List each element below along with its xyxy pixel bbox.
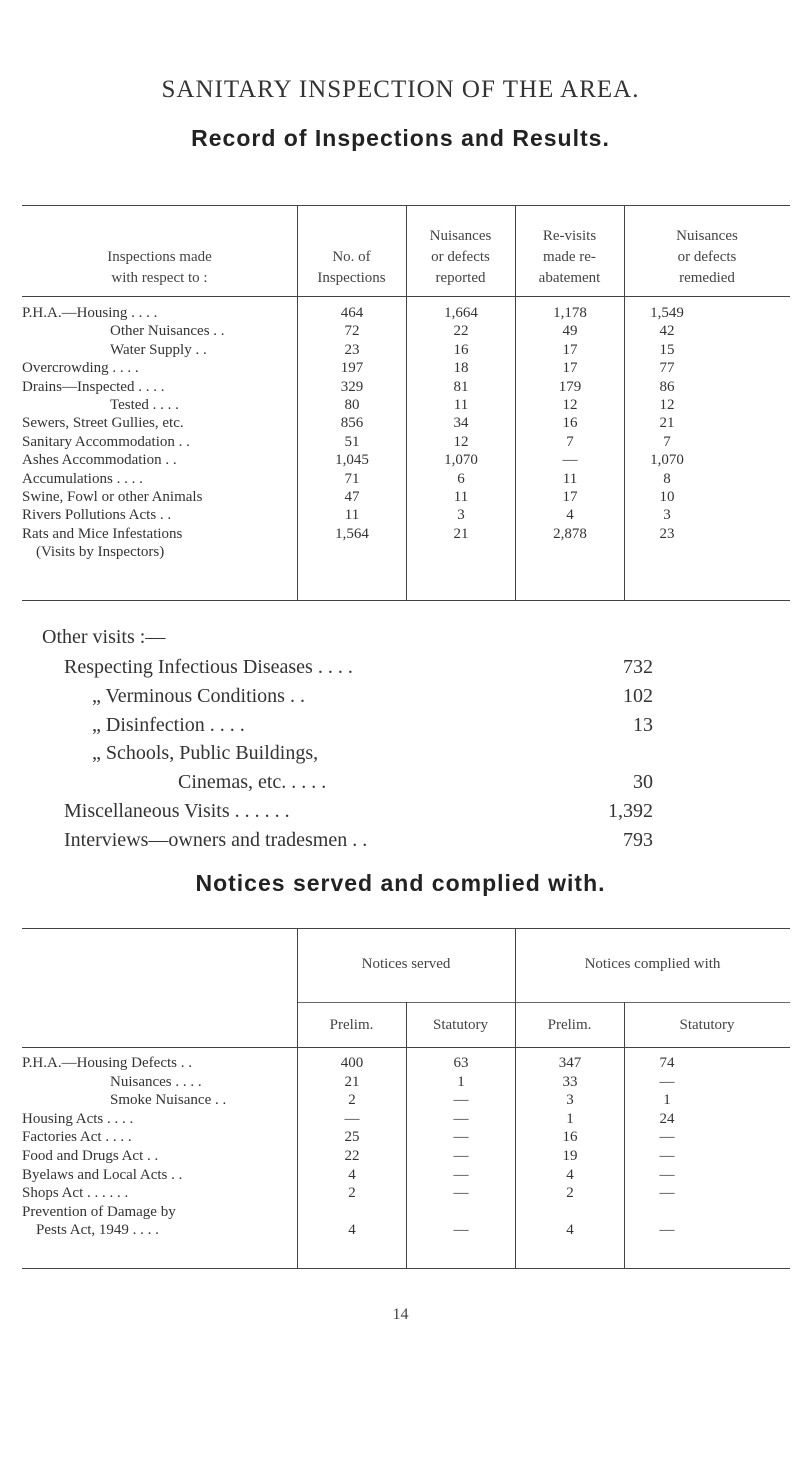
table-row bbox=[22, 396, 790, 414]
table1-header-col0: Inspections made with respect to : bbox=[107, 249, 212, 286]
cell-value: 1 bbox=[663, 1092, 671, 1109]
cell-value: 329 bbox=[340, 378, 364, 395]
cell-value: — bbox=[453, 1129, 469, 1146]
cell-value: 6 bbox=[457, 470, 465, 487]
table1-header-col1: No. of Inspections bbox=[317, 249, 386, 286]
cell-value: 12 bbox=[453, 433, 469, 450]
cell-value: 400 bbox=[340, 1055, 364, 1071]
visit-label: Respecting Infectious Diseases . . . . bbox=[64, 656, 353, 678]
cell-value: — bbox=[659, 1073, 675, 1090]
cell-value: 1,664 bbox=[444, 305, 478, 321]
cell-value: 3 bbox=[566, 1092, 574, 1109]
table-row bbox=[22, 322, 790, 340]
cell-value: 16 bbox=[562, 1129, 578, 1146]
cell-value: 1,070 bbox=[650, 452, 684, 469]
section-heading-notices: Notices served and complied with. bbox=[195, 870, 606, 896]
page-number: 14 bbox=[392, 1306, 409, 1323]
table1-bottom-rule bbox=[22, 600, 790, 601]
cell-value: 47 bbox=[344, 489, 360, 505]
row-label: Rivers Pollutions Acts . . bbox=[22, 507, 172, 524]
cell-value: 34 bbox=[453, 415, 469, 432]
visit-label: „ Disinfection . . . . bbox=[92, 713, 245, 736]
visit-label: „ Verminous Conditions . . bbox=[92, 684, 305, 707]
cell-value: 347 bbox=[558, 1055, 582, 1071]
table-row bbox=[22, 451, 790, 469]
table2-subheader: Statutory bbox=[433, 1017, 488, 1033]
cell-value: 22 bbox=[344, 1148, 360, 1164]
cell-value: 11 bbox=[344, 507, 360, 524]
cell-value: 21 bbox=[344, 1073, 360, 1090]
row-label: Housing Acts . . . . bbox=[22, 1110, 134, 1127]
table-row bbox=[22, 1110, 790, 1128]
table-row bbox=[22, 1203, 790, 1221]
cell-value: — bbox=[453, 1222, 469, 1239]
table1-header-col4: Nuisances or defects remedied bbox=[676, 228, 738, 286]
table-row bbox=[22, 1091, 790, 1109]
cell-value: 7 bbox=[566, 433, 574, 450]
cell-value: 49 bbox=[562, 323, 578, 340]
visit-label: Miscellaneous Visits . . . . . . bbox=[64, 800, 290, 822]
table-row bbox=[22, 1184, 790, 1202]
cell-value: 80 bbox=[344, 397, 360, 413]
cell-value: — bbox=[659, 1222, 675, 1239]
table2-group-complied: Notices complied with bbox=[584, 956, 721, 972]
cell-value: 21 bbox=[659, 415, 675, 432]
cell-value: 464 bbox=[340, 305, 364, 321]
cell-value: 12 bbox=[562, 397, 578, 413]
visit-count: 1,392 bbox=[608, 800, 653, 822]
table-row bbox=[22, 433, 790, 451]
table2-subheader: Statutory bbox=[679, 1017, 735, 1033]
visit-label: „ Schools, Public Buildings, bbox=[92, 742, 319, 765]
table-row bbox=[22, 341, 790, 359]
row-label: Ashes Accommodation . . bbox=[22, 452, 177, 469]
table-row bbox=[22, 1054, 790, 1072]
cell-value: 11 bbox=[453, 489, 469, 505]
row-label: Shops Act . . . . . . bbox=[22, 1185, 129, 1202]
table-row bbox=[22, 506, 790, 524]
row-label: Accumulations . . . . bbox=[22, 470, 143, 487]
row-label: Sanitary Accommodation . . bbox=[22, 433, 190, 450]
row-label: P.H.A.—Housing Defects . . bbox=[22, 1055, 192, 1071]
cell-value: 11 bbox=[453, 397, 469, 413]
cell-value: — bbox=[659, 1166, 675, 1183]
cell-value: 15 bbox=[659, 341, 675, 358]
cell-value: 7 bbox=[663, 433, 671, 450]
cell-value: 2 bbox=[348, 1092, 356, 1109]
cell-value: 77 bbox=[659, 360, 675, 377]
cell-value: 18 bbox=[453, 360, 469, 377]
cell-value: — bbox=[453, 1092, 469, 1109]
row-label: Overcrowding . . . . bbox=[22, 360, 139, 377]
table2-top-rule bbox=[22, 928, 790, 929]
cell-value: 17 bbox=[562, 341, 578, 358]
cell-value: 4 bbox=[566, 1222, 574, 1239]
cell-value: 71 bbox=[344, 470, 360, 487]
cell-value: — bbox=[659, 1148, 675, 1164]
row-label: Other Nuisances . . bbox=[110, 323, 225, 340]
row-label: Food and Drugs Act . . bbox=[22, 1148, 159, 1164]
cell-value: 23 bbox=[344, 341, 360, 358]
page-title: SANITARY INSPECTION OF THE AREA. bbox=[161, 76, 640, 103]
row-label: Nuisances . . . . bbox=[110, 1073, 202, 1090]
cell-value: 4 bbox=[566, 1166, 574, 1183]
row-label: Byelaws and Local Acts . . bbox=[22, 1166, 183, 1183]
row-label: Water Supply . . bbox=[110, 341, 207, 358]
cell-value: 74 bbox=[659, 1055, 675, 1071]
section-heading-inspections: Record of Inspections and Results. bbox=[191, 125, 610, 151]
table-row bbox=[22, 414, 790, 432]
cell-value: 21 bbox=[453, 525, 469, 542]
table-row bbox=[22, 488, 790, 506]
cell-value: 4 bbox=[348, 1222, 356, 1239]
cell-value: 81 bbox=[453, 378, 469, 395]
cell-value: 24 bbox=[659, 1110, 675, 1127]
table-row bbox=[22, 304, 790, 322]
cell-value: 33 bbox=[562, 1073, 578, 1090]
row-label: Smoke Nuisance . . bbox=[110, 1092, 227, 1109]
row-label: Factories Act . . . . bbox=[22, 1129, 132, 1146]
cell-value: 1 bbox=[566, 1110, 574, 1127]
cell-value: 1 bbox=[457, 1073, 465, 1090]
cell-value: 17 bbox=[562, 489, 578, 505]
cell-value: 4 bbox=[566, 507, 574, 524]
cell-value: 197 bbox=[340, 360, 364, 377]
table-row bbox=[22, 1073, 790, 1091]
visit-label: Cinemas, etc. . . . . bbox=[178, 771, 327, 794]
cell-value: 3 bbox=[663, 507, 671, 524]
cell-value: 19 bbox=[562, 1148, 578, 1164]
cell-value: 86 bbox=[659, 378, 675, 395]
table1-header-col3: Re-visits made re- abatement bbox=[538, 228, 601, 286]
visit-count: 30 bbox=[633, 771, 653, 794]
cell-value: — bbox=[453, 1110, 469, 1127]
table-row bbox=[22, 1166, 790, 1184]
table-row bbox=[22, 470, 790, 488]
other-visits-heading: Other visits :— bbox=[42, 626, 166, 648]
cell-value: 51 bbox=[344, 433, 360, 450]
cell-value: 25 bbox=[344, 1129, 360, 1146]
cell-value: 179 bbox=[558, 378, 582, 395]
table-row bbox=[22, 525, 790, 543]
visit-label: Interviews—owners and tradesmen . . bbox=[64, 828, 368, 851]
row-label: Rats and Mice Infestations bbox=[22, 525, 183, 542]
row-label: Tested . . . . bbox=[110, 397, 179, 413]
table-row bbox=[22, 1147, 790, 1165]
cell-value: 16 bbox=[453, 341, 469, 358]
row-label: Swine, Fowl or other Animals bbox=[22, 489, 203, 505]
cell-value: — bbox=[659, 1129, 675, 1146]
cell-value: — bbox=[344, 1110, 360, 1127]
table2-group-served: Notices served bbox=[361, 956, 451, 972]
table1-header-col2: Nuisances or defects reported bbox=[429, 228, 492, 286]
row-label: P.H.A.—Housing . . . . bbox=[22, 305, 158, 321]
cell-value: 2,878 bbox=[553, 525, 587, 542]
cell-value: 8 bbox=[663, 470, 671, 487]
table2-subheader: Prelim. bbox=[547, 1017, 592, 1033]
cell-value: 10 bbox=[659, 489, 675, 505]
cell-value: 23 bbox=[659, 525, 675, 542]
row-label: Pests Act, 1949 . . . . bbox=[36, 1222, 159, 1239]
table-row bbox=[22, 378, 790, 396]
cell-value: — bbox=[453, 1148, 469, 1164]
visit-count: 102 bbox=[623, 684, 653, 707]
cell-value: 2 bbox=[348, 1185, 356, 1202]
row-label: Drains—Inspected . . . . bbox=[22, 378, 165, 395]
cell-value: 4 bbox=[348, 1166, 356, 1183]
table-row bbox=[22, 1128, 790, 1146]
cell-value: 1,178 bbox=[553, 305, 587, 321]
cell-value: 2 bbox=[566, 1185, 574, 1202]
cell-value: 12 bbox=[659, 397, 675, 413]
table2-subheader: Prelim. bbox=[329, 1017, 374, 1033]
row-label: Prevention of Damage by bbox=[22, 1203, 176, 1220]
cell-value: 22 bbox=[453, 323, 469, 340]
cell-value: 42 bbox=[659, 323, 675, 340]
visit-count: 13 bbox=[633, 713, 653, 736]
cell-value: 1,070 bbox=[444, 452, 478, 469]
cell-value: 1,549 bbox=[650, 305, 684, 321]
table-row bbox=[22, 359, 790, 377]
table-row bbox=[22, 1221, 790, 1239]
cell-value: 1,564 bbox=[335, 525, 369, 542]
cell-value: 3 bbox=[457, 507, 465, 524]
cell-value: — bbox=[453, 1166, 469, 1183]
row-label: Sewers, Street Gullies, etc. bbox=[22, 415, 184, 432]
cell-value: 16 bbox=[562, 415, 578, 432]
cell-value: 72 bbox=[344, 323, 360, 340]
cell-value: — bbox=[453, 1185, 469, 1202]
row-label-continuation: (Visits by Inspectors) bbox=[36, 544, 165, 561]
cell-value: 63 bbox=[453, 1055, 469, 1071]
cell-value: — bbox=[659, 1185, 675, 1202]
cell-value: — bbox=[562, 452, 578, 469]
table2-mid-rule bbox=[297, 1002, 790, 1003]
cell-value: 856 bbox=[340, 415, 364, 432]
cell-value: 11 bbox=[562, 470, 578, 487]
visit-count: 793 bbox=[623, 828, 653, 851]
cell-value: 17 bbox=[562, 360, 578, 377]
visit-count: 732 bbox=[623, 656, 653, 678]
cell-value: 1,045 bbox=[335, 452, 369, 469]
